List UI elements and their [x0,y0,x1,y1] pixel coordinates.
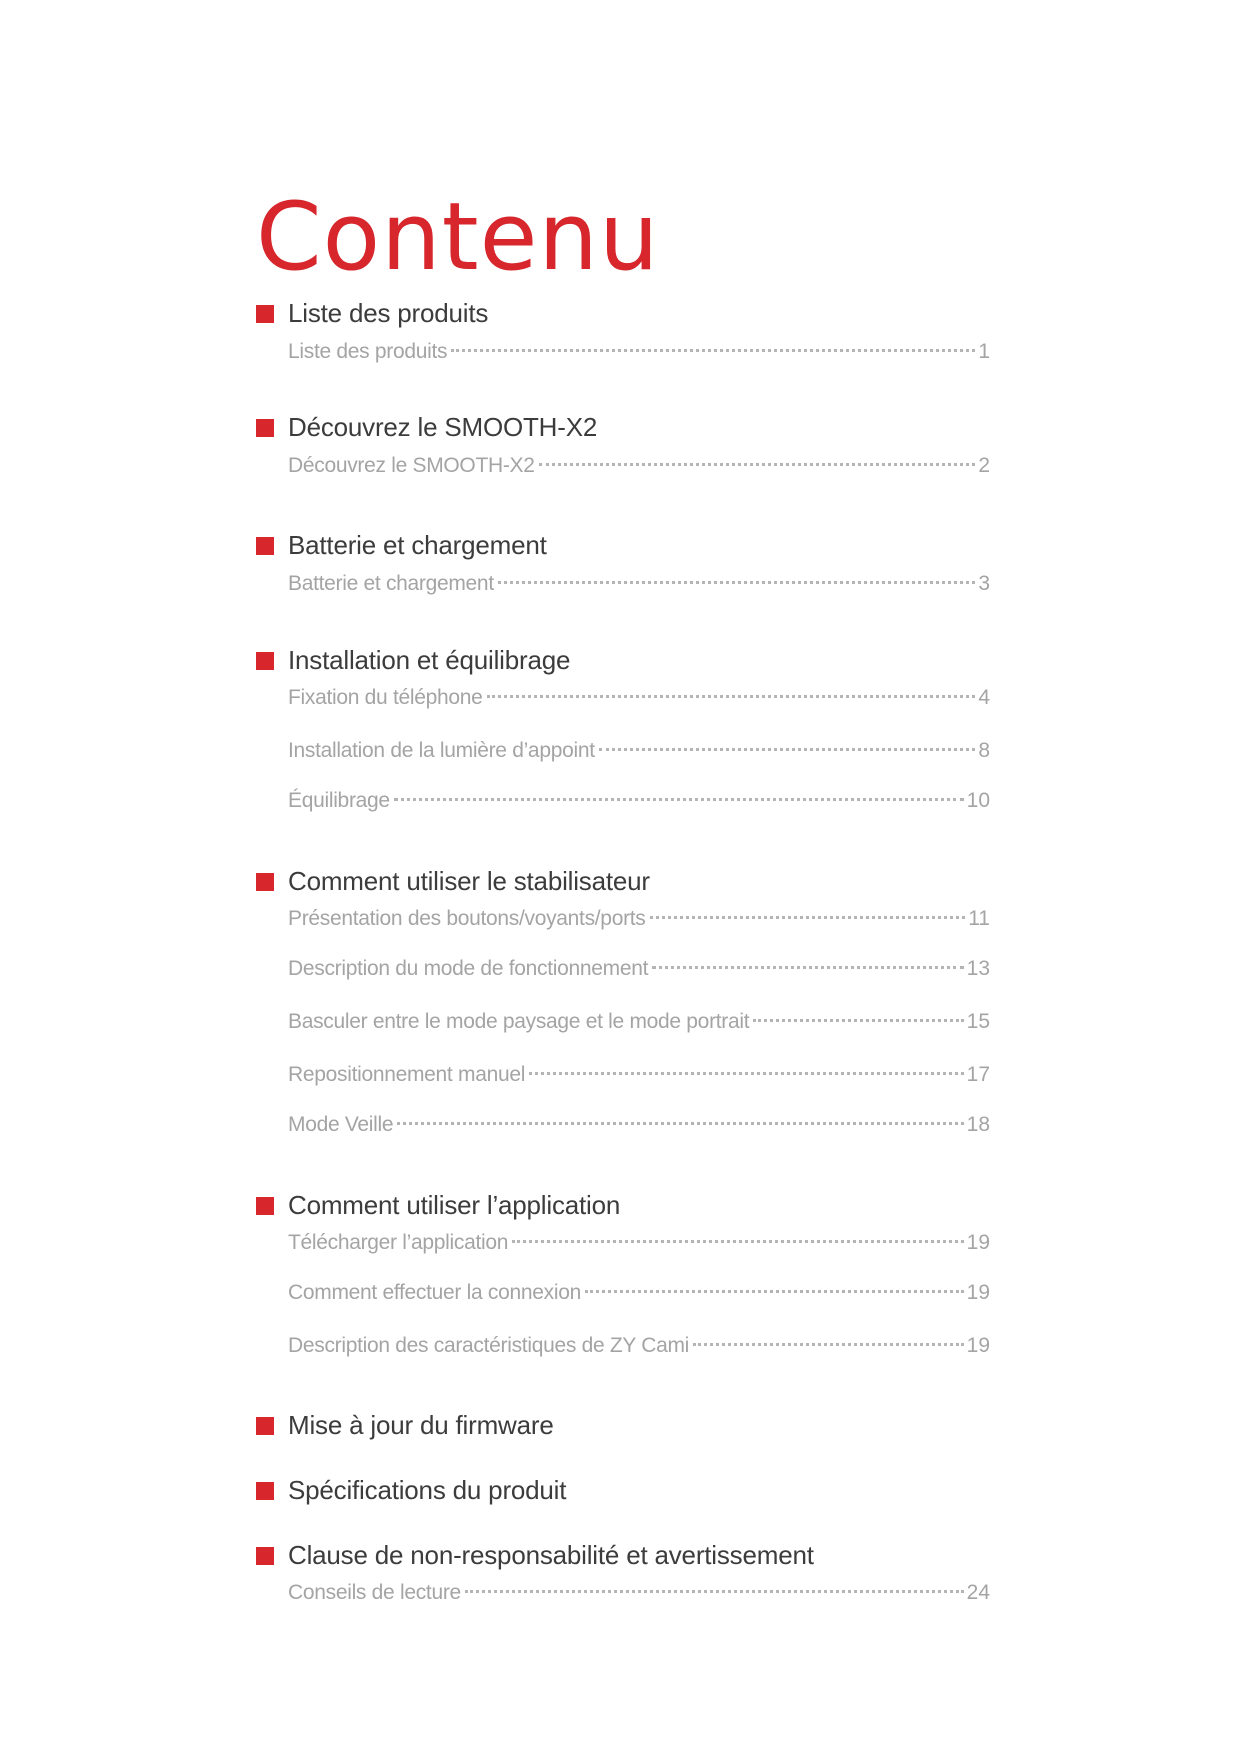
entry-page-number: 17 [966,1063,990,1086]
entry-label: Conseils de lecture [288,1581,461,1604]
toc-entry[interactable] [288,572,990,596]
entry-page-number: 11 [968,907,990,930]
page-title: Contenu [256,183,660,292]
toc-entry[interactable] [288,739,990,763]
toc-section-batterie[interactable] [256,530,547,561]
section-title: Batterie et chargement [288,530,547,560]
section-title: Comment utiliser l’application [288,1190,621,1220]
entry-page-number: 18 [966,1113,990,1136]
entry-label: Présentation des boutons/voyants/ports [288,907,646,930]
entry-page-number: 8 [978,739,990,762]
entry-label: Basculer entre le mode paysage et le mode portrait [288,1010,750,1033]
dot-leader [599,748,976,751]
toc-entry[interactable] [288,1334,990,1358]
entry-label: Liste des produits [288,340,448,363]
toc-entry[interactable] [288,1063,990,1087]
dot-leader [693,1343,964,1346]
square-bullet-icon [256,1197,274,1215]
section-title: Liste des produits [288,298,489,328]
toc-section-firmware[interactable] [256,1410,554,1441]
dot-leader [394,798,964,801]
entry-label: Description des caractéristiques de ZY Cami [288,1334,690,1357]
entry-label: Repositionnement manuel [288,1063,526,1086]
dot-leader [487,695,976,698]
dot-leader [498,581,975,584]
toc-entry[interactable] [288,907,990,931]
toc-entry[interactable] [288,340,990,364]
entry-label: Installation de la lumière d’appoint [288,739,595,762]
entry-label: Comment effectuer la connexion [288,1281,581,1304]
square-bullet-icon [256,873,274,891]
entry-label: Description du mode de fonctionnement [288,957,649,980]
entry-page-number: 13 [966,957,990,980]
toc-entry[interactable] [288,957,990,981]
section-title: Spécifications du produit [288,1475,567,1505]
entry-label: Batterie et chargement [288,572,494,595]
square-bullet-icon [256,419,274,437]
square-bullet-icon [256,537,274,555]
entry-page-number: 1 [978,340,990,363]
toc-entry[interactable] [288,1231,990,1255]
toc-entry[interactable] [288,454,990,478]
section-title: Clause de non-responsabilité et avertissement [288,1540,814,1570]
square-bullet-icon [256,305,274,323]
section-title: Découvrez le SMOOTH-X2 [288,412,598,442]
toc-entry[interactable] [288,1113,990,1137]
toc-section-clause[interactable] [256,1540,814,1571]
dot-leader [529,1072,964,1075]
square-bullet-icon [256,652,274,670]
entry-page-number: 24 [966,1581,990,1604]
entry-page-number: 2 [978,454,990,477]
toc-section-installation[interactable] [256,645,570,676]
dot-leader [465,1590,964,1593]
dot-leader [585,1290,964,1293]
section-title: Comment utiliser le stabilisateur [288,866,650,896]
entry-page-number: 19 [966,1281,990,1304]
dot-leader [397,1122,963,1125]
entry-label: Mode Veille [288,1113,394,1136]
entry-page-number: 3 [978,572,990,595]
toc-section-liste-des-produits[interactable] [256,298,488,329]
dot-leader [652,966,964,969]
section-title: Installation et équilibrage [288,645,571,675]
dot-leader [451,349,975,352]
toc-entry[interactable] [288,686,990,710]
toc-entry[interactable] [288,1010,990,1034]
entry-label: Équilibrage [288,789,390,812]
square-bullet-icon [256,1417,274,1435]
square-bullet-icon [256,1547,274,1565]
toc-section-specifications[interactable] [256,1475,566,1506]
toc-entry[interactable] [288,789,990,813]
toc-entry[interactable] [288,1281,990,1305]
entry-page-number: 4 [978,686,990,709]
entry-label: Télécharger l’application [288,1231,509,1254]
entry-page-number: 19 [966,1334,990,1357]
entry-page-number: 10 [966,789,990,812]
dot-leader [539,463,976,466]
dot-leader [650,916,966,919]
entry-page-number: 15 [966,1010,990,1033]
entry-page-number: 19 [966,1231,990,1254]
entry-label: Fixation du téléphone [288,686,483,709]
square-bullet-icon [256,1482,274,1500]
toc-entry[interactable] [288,1581,990,1605]
dot-leader [512,1240,964,1243]
section-title: Mise à jour du firmware [288,1410,554,1440]
toc-section-decouvrez[interactable] [256,412,597,443]
toc-section-application[interactable] [256,1190,620,1221]
toc-section-stabilisateur[interactable] [256,866,650,897]
dot-leader [753,1019,963,1022]
entry-label: Découvrez le SMOOTH-X2 [288,454,535,477]
